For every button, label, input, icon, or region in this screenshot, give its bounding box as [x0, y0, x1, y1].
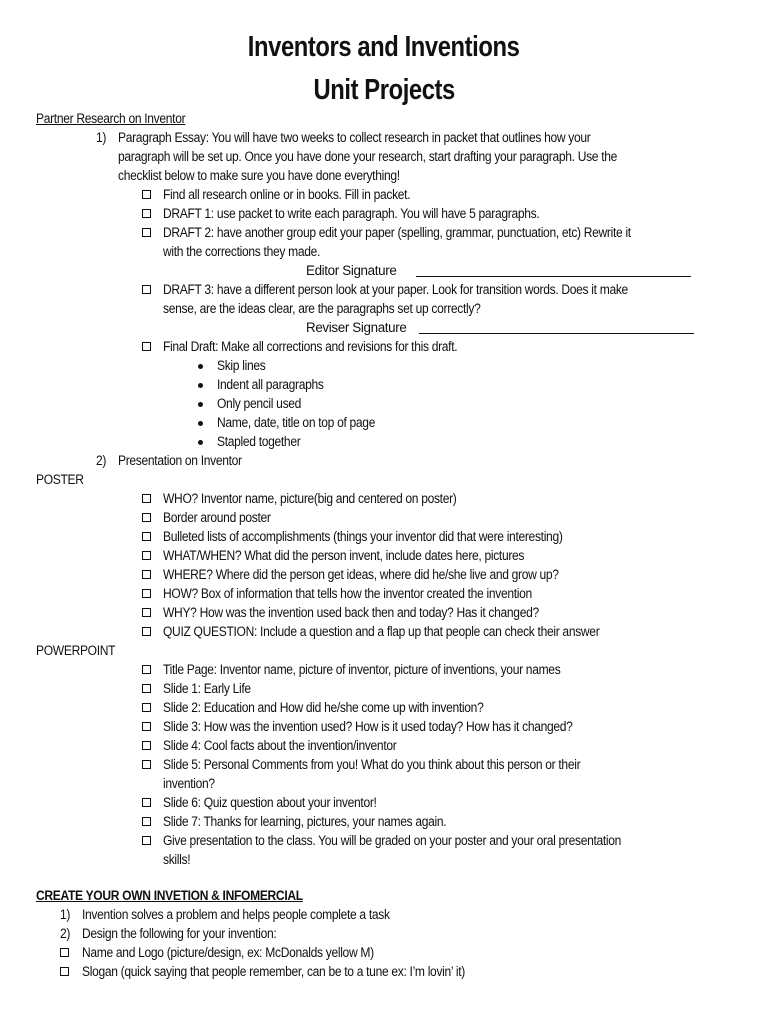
checkbox-icon	[60, 967, 69, 976]
invention-step: Invention solves a problem and helps people complete a task	[82, 907, 390, 922]
checkbox-icon	[142, 532, 151, 541]
reviser-signature-line: Reviser Signature	[306, 319, 406, 337]
checkbox-icon	[142, 228, 151, 237]
item-number: 2)	[60, 926, 71, 941]
checkbox-icon	[142, 190, 151, 199]
section-heading-create-invention: CREATE YOUR OWN INVETION & INFOMERCIAL	[36, 888, 303, 903]
invention-step: Design the following for your invention:	[82, 926, 277, 941]
checkbox-icon	[142, 570, 151, 579]
paragraph-essay-line: paragraph will be set up. Once you have done your research, start drafting your paragraph. Use the	[118, 149, 618, 164]
section-heading-partner-research: Partner Research on Inventor	[36, 111, 186, 126]
checkbox-icon	[142, 608, 151, 617]
checkbox-icon	[142, 551, 151, 560]
checkbox-icon	[142, 817, 151, 826]
paragraph-essay-line: Paragraph Essay: You will have two weeks to collect research in packet that outlines how your	[118, 130, 591, 145]
checkbox-icon	[142, 342, 151, 351]
checkbox-icon	[142, 209, 151, 218]
editor-signature-line: Editor Signature	[306, 262, 396, 280]
checklist-item-continued: sense, are the ideas clear, are the paragraphs set up correctly?	[163, 301, 481, 316]
checkbox-icon	[142, 836, 151, 845]
poster-label: POSTER	[36, 472, 84, 487]
checkbox-icon	[142, 513, 151, 522]
presentation-heading: Presentation on Inventor	[118, 453, 242, 468]
checkbox-icon	[142, 684, 151, 693]
checkbox-icon	[60, 948, 69, 957]
checkbox-icon	[142, 494, 151, 503]
checkbox-icon	[142, 760, 151, 769]
document-subtitle: Unit Projects	[313, 74, 455, 106]
checkbox-icon	[142, 722, 151, 731]
checkbox-icon	[142, 798, 151, 807]
checkbox-icon	[142, 285, 151, 294]
checkbox-icon	[142, 741, 151, 750]
item-number: 1)	[96, 130, 107, 145]
checklist-item-continued: with the corrections they made.	[163, 244, 321, 259]
document-title: Inventors and Inventions	[248, 31, 520, 63]
item-number: 1)	[60, 907, 71, 922]
checkbox-icon	[142, 703, 151, 712]
powerpoint-label: POWERPOINT	[36, 643, 116, 658]
item-number: 2)	[96, 453, 107, 468]
paragraph-essay-line: checklist below to make sure you have done everything!	[118, 168, 400, 183]
powerpoint-check-item-continued: skills!	[163, 852, 191, 867]
checkbox-icon	[142, 665, 151, 674]
powerpoint-check-item-continued: invention?	[163, 776, 215, 791]
checkbox-icon	[142, 589, 151, 598]
checkbox-icon	[142, 627, 151, 636]
